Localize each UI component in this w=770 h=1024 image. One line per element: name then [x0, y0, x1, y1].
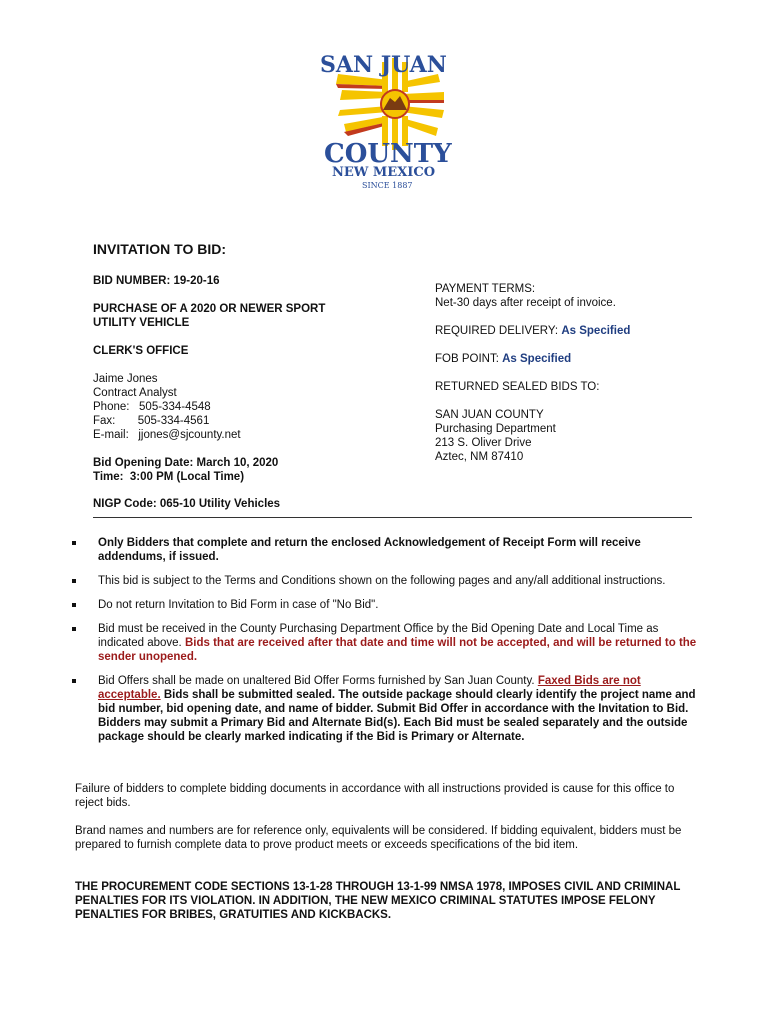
list-item: Only Bidders that complete and return the enclosed Acknowledgement of Receipt Form will receive addendums, if issued. [66, 536, 698, 564]
list-item: This bid is subject to the Terms and Conditions shown on the following pages and any/all additional instructions. [66, 574, 698, 588]
opening-time: Time: 3:00 PM (Local Time) [93, 471, 245, 483]
divider [93, 517, 692, 518]
svg-text:SINCE 1887: SINCE 1887 [362, 181, 413, 190]
bullet-icon [72, 627, 76, 631]
svg-text:NEW MEXICO: NEW MEXICO [332, 165, 436, 180]
contact-email: E-mail: jjones@sjcounty.net [93, 429, 241, 441]
required-delivery: REQUIRED DELIVERY: As Specified [435, 325, 631, 337]
nigp-code: NIGP Code: 065-10 Utility Vehicles [93, 498, 281, 510]
page-title: INVITATION TO BID: [93, 241, 226, 257]
contact-fax: Fax: 505-334-4561 [93, 415, 210, 427]
list-item: Do not return Invitation to Bid Form in case of "No Bid". [66, 598, 698, 612]
fob-point: FOB POINT: As Specified [435, 353, 572, 365]
equivalents-paragraph: Brand names and numbers are for reference only, equivalents will be considered. If bidding equivalent, bidders must be prepared to furnish complete data to prove product meets or exceeds specifications of the bid item. [75, 825, 682, 851]
procurement-code-paragraph: THE PROCUREMENT CODE SECTIONS 13-1-28 THROUGH 13-1-99 NMSA 1978, IMPOSES CIVIL AND CRIMINAL PENALTIES FOR ITS VIOLATION. IN ADDITION, THE NEW MEXICO CRIMINAL STATUTES IMPOSE FELONY PENALTIES FOR BRIBES, GRATUITIES AND KICKBACKS. [75, 881, 681, 921]
county-logo [318, 52, 470, 192]
opening-date: Bid Opening Date: March 10, 2020 [93, 457, 279, 469]
contact-phone: Phone: 505-334-4548 [93, 401, 211, 413]
rejection-paragraph: Failure of bidders to complete bidding documents in accordance with all instructions provided is cause for this office to reject bids. [75, 783, 675, 809]
terms-column [435, 282, 725, 464]
bullet-icon [72, 603, 76, 607]
list-item: Bid must be received in the County Purchasing Department Office by the Bid Opening Date and Local Time as indicated above. Bids that are received after that date and time will not be accepted, and will be returned to the sender unopened. [66, 622, 698, 664]
list-item: Bid Offers shall be made on unaltered Bid Offer Forms furnished by San Juan County. Faxed Bids are not acceptable. Bids shall be submitted sealed. The outside package should clearly identify the project name and bid number, bid opening date, and name of bidder. Submit Bid Offer in accordance with the Invitation to Bid. Bidders may submit a Primary Bid and Alternate Bid(s). Each Bid must be sealed separately and the outside package should be clearly marked indicating if the Bid is Primary or Alternate. [66, 674, 698, 744]
bid-number: BID NUMBER: 19-20-16 [93, 275, 220, 287]
bid-info-column [93, 274, 393, 484]
contact-name: Jaime Jones [93, 373, 158, 385]
contact-block [93, 372, 393, 442]
opening-block [93, 456, 393, 484]
office-name: CLERK'S OFFICE [93, 345, 189, 357]
instruction-list [66, 536, 698, 754]
returned-bids-label: RETURNED SEALED BIDS TO: [435, 381, 600, 393]
contact-role: Contract Analyst [93, 387, 177, 399]
svg-text:SAN JUAN: SAN JUAN [320, 52, 447, 78]
svg-text:COUNTY: COUNTY [324, 139, 452, 169]
bullet-icon [72, 679, 76, 683]
bullet-icon [72, 541, 76, 545]
purchase-description: PURCHASE OF A 2020 OR NEWER SPORT UTILITY VEHICLE [93, 303, 326, 329]
payment-terms: PAYMENT TERMS: Net-30 days after receipt of invoice. [435, 283, 616, 309]
return-address: SAN JUAN COUNTY Purchasing Department 213 S. Oliver Drive Aztec, NM 87410 [435, 409, 556, 463]
zia-sun-logo-icon [318, 52, 470, 192]
bullet-icon [72, 579, 76, 583]
